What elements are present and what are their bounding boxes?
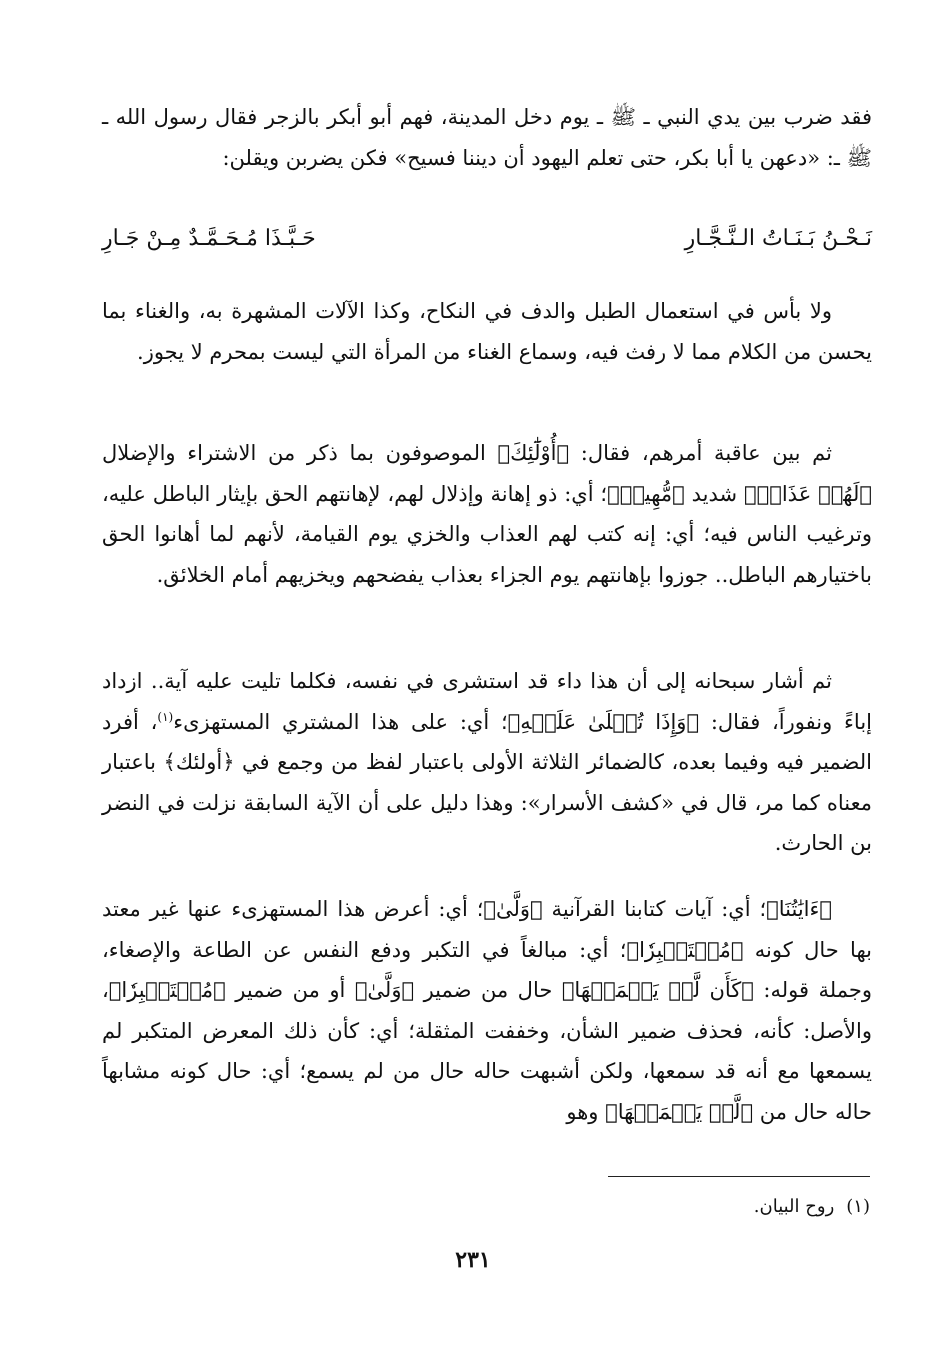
verse-first-hemistich: نَـحْـنُ بَـنَـاتُ الـنَّـجَّـارِ (684, 226, 872, 251)
paragraph-4 (102, 661, 872, 864)
footnote (470, 1193, 870, 1221)
paragraph-5: ﴿ءَايَٰتُنَا﴾؛ أي: آيات كتابنا القرآنية ﴿وَلَّىٰ﴾؛ أي: أعرض هذا المستهزىء عنها غير معتد بها حال كونه ﴿مُسۡتَكۡبِرٗا﴾؛ أي: مبالغاً في التكبر ودفع النفس عن الطاعة والإصغاء، وجملة قوله: ﴿كَأَن لَّمۡ يَسۡمَعۡهَا﴾ حال من ضمير ﴿وَلَّىٰ﴾ أو من ضمير ﴿مُسۡتَكۡبِرٗا﴾، والأصل: كأنه، فحذف ضمير الشأن، وخففت المثقلة؛ أي: كأن ذلك المعرض المتكبر لم يسمعها مع أنه قد سمعها، ولكن أشبهت حاله حال من لم يسمع؛ أي: حال كونه مشابهاً حاله حال من ﴿لَّمۡ يَسۡمَعۡهَا﴾ وهو (102, 897, 872, 1124)
footnote-number: (١) (846, 1196, 870, 1217)
paragraph-2: ولا بأس في استعمال الطبل والدف في النكاح، وكذا الآلات المشهرة به، والغناء بما يحسن من الكلام مما لا رفث فيه، وسماع الغناء من المرأة التي ليست بمحرم لا يجوز. (102, 299, 872, 364)
poetry-verse (102, 219, 872, 259)
footnote-divider (608, 1176, 870, 1177)
verse-second-hemistich: حَـبَّـذَا مُـحَـمَّـدٌ مِـنْ جَـارِ (102, 226, 316, 251)
paragraph-1: فقد ضرب بين يدي النبي ـ ﷺ ـ يوم دخل المدينة، فهم أبو أبكر بالزجر فقال رسول الله ـ ﷺ ـ: «دعهن يا أبا بكر، حتى تعلم اليهود أن ديننا فسيح» فكن يضربن ويقلن: (102, 105, 872, 170)
footnote-reference: (١) (157, 709, 174, 724)
paragraph-4-part-1: ثم أشار سبحانه إلى أن هذا داء قد استشرى في نفسه، فكلما تليت عليه آية.. ازداد إباءً ونفوراً، فقال: ﴿وَإِذَا تُتۡلَىٰ عَلَيۡهِ﴾؛ أي: على هذا المشتري المستهزىء (102, 669, 872, 734)
paragraph-4-part-2: ، أفرد الضمير فيه وفيما بعده، كالضمائر الثلاثة الأولى باعتبار لفظ من وجمع في ﴿أولئك﴾ باعتبار معناه كما مر، قال في «كشف الأسرار»: وهذا دليل على أن الآية السابقة نزلت في النضر بن الحارث. (102, 709, 872, 856)
footnote-text: روح البيان. (753, 1196, 835, 1217)
paragraph-3: ثم بين عاقبة أمرهم، فقال: ﴿أُوْلَٰٓئِكَ﴾ الموصوفون بما ذكر من الاشتراء والإضلال ﴿لَهُمۡ عَذَابٞ﴾ شديد ﴿مُّهِينٞ﴾؛ أي: ذو إهانة وإذلال لهم، لإهانتهم الحق بإيثار الباطل عليه، وترغيب الناس فيه؛ أي: إنه كتب لهم العذاب والخزي يوم القيامة، لأنهم لما أهانوا الحق باختيارهم الباطل.. جوزوا بإهانتهم يوم الجزاء بعذاب يفضحهم ويخزيهم أمام الخلائق. (102, 441, 872, 587)
page-number: ٢٣١ (455, 1247, 491, 1273)
